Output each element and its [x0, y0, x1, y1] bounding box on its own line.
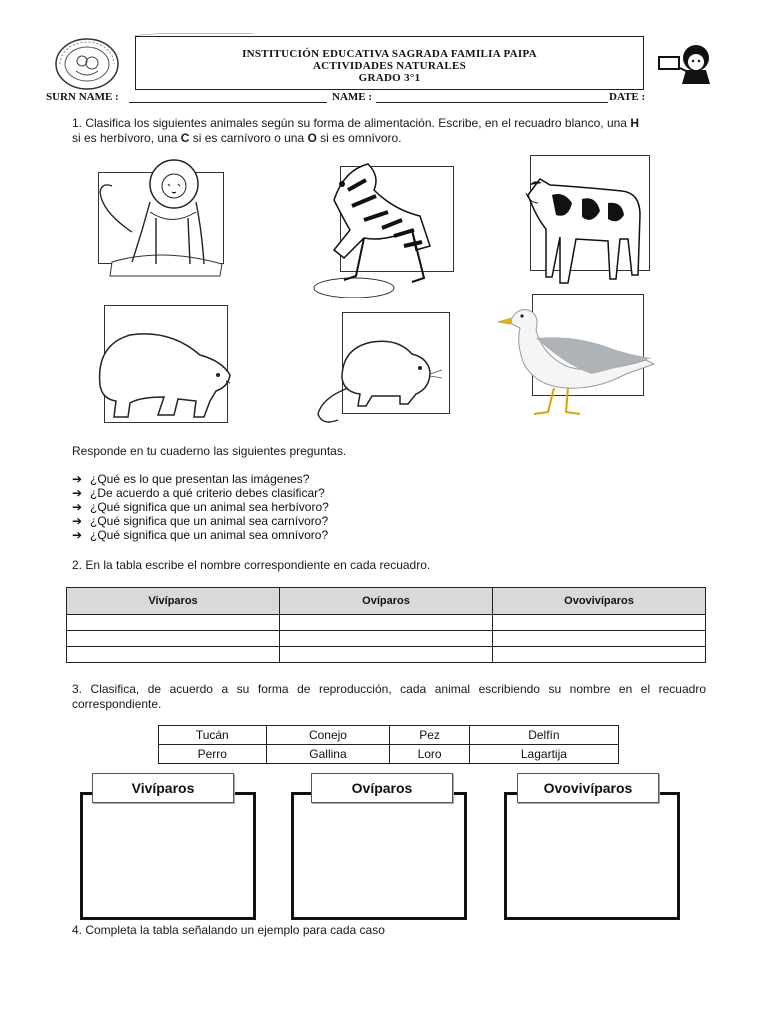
bin-label-ovoviviparos: Ovovivíparos — [517, 773, 659, 803]
rat-image — [312, 308, 452, 428]
arrow-right-icon: ➔ — [72, 514, 83, 528]
list-item: ➔ ¿Qué significa que un animal sea carnívoro? — [72, 514, 329, 528]
classification-table — [66, 587, 706, 663]
school-logo — [54, 37, 120, 91]
table-row — [67, 631, 706, 647]
bin-oviparos[interactable] — [291, 792, 467, 920]
animal-name: Pez — [390, 726, 469, 745]
table-cell[interactable] — [493, 647, 706, 663]
animal-name: Gallina — [266, 745, 390, 764]
name-field[interactable] — [376, 102, 608, 103]
question-2-text: 2. En la tabla escribe el nombre correspondiente en cada recuadro. — [72, 558, 431, 572]
bin-label-viviparos: Vivíparos — [92, 773, 234, 803]
arrow-right-icon: ➔ — [72, 472, 83, 486]
seagull-image — [496, 294, 660, 422]
table-cell[interactable] — [280, 615, 493, 631]
arrow-right-icon: ➔ — [72, 486, 83, 500]
question-4-text: 4. Completa la tabla señalando un ejemplo para cada caso — [72, 923, 385, 937]
polar-bear-image — [90, 305, 234, 427]
lion-image — [92, 152, 230, 282]
school-name: INSTITUCIÓN EDUCATIVA SAGRADA FAMILIA PAIPA — [242, 48, 537, 60]
table-row — [159, 745, 619, 764]
column-header-ovoviviparos: Ovovivíparos — [493, 588, 706, 615]
list-item: ➔ ¿Qué es lo que presentan las imágenes? — [72, 472, 310, 486]
table-row — [159, 726, 619, 745]
question-3-text: 3. Clasifica, de acuerdo a su forma de reproducción, cada animal escribiendo su nombre en el recuadro correspondiente. — [72, 682, 706, 711]
list-item: ➔ ¿Qué significa que un animal sea herbívoro? — [72, 500, 329, 514]
animal-name: Conejo — [266, 726, 390, 745]
answer-prompt: Responde en tu cuaderno las siguientes preguntas. — [72, 444, 347, 458]
table-cell[interactable] — [493, 615, 706, 631]
mafalda-clipart — [656, 40, 718, 86]
cow-image — [512, 155, 652, 287]
table-cell[interactable] — [67, 647, 280, 663]
column-header-viviparos: Vivíparos — [67, 588, 280, 615]
animal-name: Lagartija — [469, 745, 618, 764]
bin-viviparos[interactable] — [80, 792, 256, 920]
table-cell[interactable] — [67, 615, 280, 631]
table-row — [67, 615, 706, 631]
list-item: ➔ ¿Qué significa que un animal sea omnívoro? — [72, 528, 329, 542]
animal-name: Loro — [390, 745, 469, 764]
student-fields — [46, 91, 736, 105]
animal-name: Perro — [159, 745, 267, 764]
animal-names-table — [158, 725, 619, 764]
column-header-oviparos: Ovíparos — [280, 588, 493, 615]
animal-name: Delfín — [469, 726, 618, 745]
bin-ovoviviparos[interactable] — [504, 792, 680, 920]
date-label: DATE : — [609, 91, 646, 103]
list-item: ➔ ¿De acuerdo a qué criterio debes clasificar? — [72, 486, 325, 500]
animal-name: Tucán — [159, 726, 267, 745]
table-row — [67, 647, 706, 663]
name-label: NAME : — [332, 91, 373, 103]
question-1-text: 1. Clasifica los siguientes animales según su forma de alimentación. Escribe, en el recuadro blanco, una H si es herbívoro, una C si es carnívoro o una O si es omnívoro. — [72, 116, 639, 145]
header-box — [135, 36, 644, 90]
question-list — [72, 472, 329, 542]
zebra-image — [304, 150, 444, 298]
surname-field[interactable] — [129, 102, 327, 103]
arrow-right-icon: ➔ — [72, 500, 83, 514]
surname-label: SURN NAME : — [46, 91, 119, 103]
table-cell[interactable] — [280, 631, 493, 647]
arrow-right-icon: ➔ — [72, 528, 83, 542]
grade-title: GRADO 3°1 — [358, 72, 421, 84]
table-cell[interactable] — [67, 631, 280, 647]
table-cell[interactable] — [493, 631, 706, 647]
table-cell[interactable] — [280, 647, 493, 663]
subject-title: ACTIVIDADES NATURALES — [312, 60, 467, 72]
bin-label-oviparos: Ovíparos — [311, 773, 453, 803]
